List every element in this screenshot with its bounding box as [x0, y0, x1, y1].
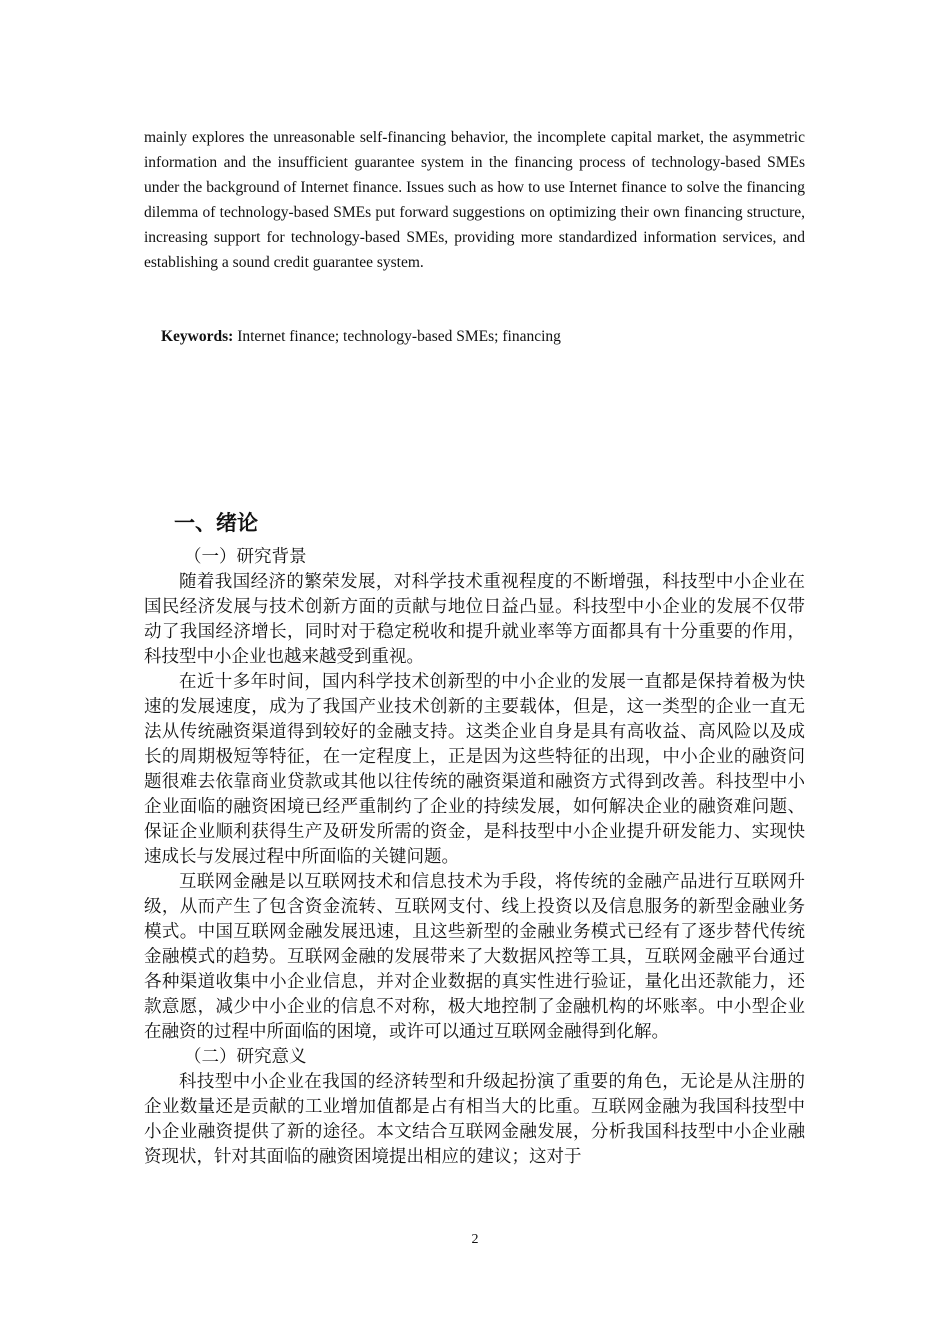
keywords-line [161, 324, 801, 349]
section-heading-significance: （二）研究意义 [184, 1047, 307, 1067]
page-number: 2 [471, 1232, 479, 1247]
background-paragraph-2: 在近十多年时间，国内科学技术创新型的中小企业的发展一直都是保持着极为快速的发展速度，成为了我国产业技术创新的主要载体，但是，这一类型的企业一直无法从传统融资渠道得到较好的金融支持。这类企业自身是具有高收益、高风险以及成长的周期极短等特征，在一定程度上，正是因为这些特征的出现，中小企业的融资问题很难去依靠商业贷款或其他以往传统的融资渠道和融资方式得到改善。科技型中小企业面临的融资困境已经严重制约了企业的持续发展，如何解决企业的融资难问题、保证企业顺利获得生产及研发所需的资金，是科技型中小企业提升研发能力、实现快速成长与发展过程中所面临的关键问题。 [144, 672, 805, 867]
keywords-text: Internet finance; technology-based SMEs; financing [233, 328, 561, 345]
background-paragraph-1: 随着我国经济的繁荣发展，对科学技术重视程度的不断增强，科技型中小企业在国民经济发展与技术创新方面的贡献与地位日益凸显。科技型中小企业的发展不仅带动了我国经济增长，同时对于稳定税收和提升就业率等方面都具有十分重要的作用，科技型中小企业也越来越受到重视。 [144, 572, 805, 667]
english-abstract-text: mainly explores the unreasonable self-financing behavior, the incomplete capital market, the asymmetric information and the insufficient guarantee system in the financing process of technology-based SMEs under the background of Internet finance. Issues such as how to use Internet finance to solve the financing dilemma of technology-based SMEs put forward suggestions on optimizing their own financing structure, increasing support for technology-based SMEs, providing more standardized information services, and establishing a sound credit guarantee system. [144, 129, 805, 271]
significance-paragraph: 科技型中小企业在我国的经济转型和升级起扮演了重要的角色，无论是从注册的企业数量还是贡献的工业增加值都是占有相当大的比重。互联网金融为我国科技型中小企业融资提供了新的途径。本文结合互联网金融发展，分析我国科技型中小企业融资现状，针对其面临的融资困境提出相应的建议；这对于 [144, 1072, 805, 1167]
chapter-body [144, 545, 805, 1170]
section-heading-background: （一）研究背景 [184, 547, 307, 567]
background-paragraph-3: 互联网金融是以互联网技术和信息技术为手段，将传统的金融产品进行互联网升级，从而产生了包含资金流转、互联网支付、线上投资以及信息服务的新型金融业务模式。中国互联网金融发展迅速，且这些新型的金融业务模式已经有了逐步替代传统金融模式的趋势。互联网金融的发展带来了大数据风控等工具，互联网金融平台通过各种渠道收集中小企业信息，并对企业数据的真实性进行验证，量化出还款能力，还款意愿，减少中小企业的信息不对称，极大地控制了金融机构的坏账率。中小型企业在融资的过程中所面临的困境，或许可以通过互联网金融得到化解。 [144, 872, 805, 1042]
keywords-label: Keywords: [161, 328, 234, 345]
chapter-heading: 一、绪论 [174, 511, 258, 535]
